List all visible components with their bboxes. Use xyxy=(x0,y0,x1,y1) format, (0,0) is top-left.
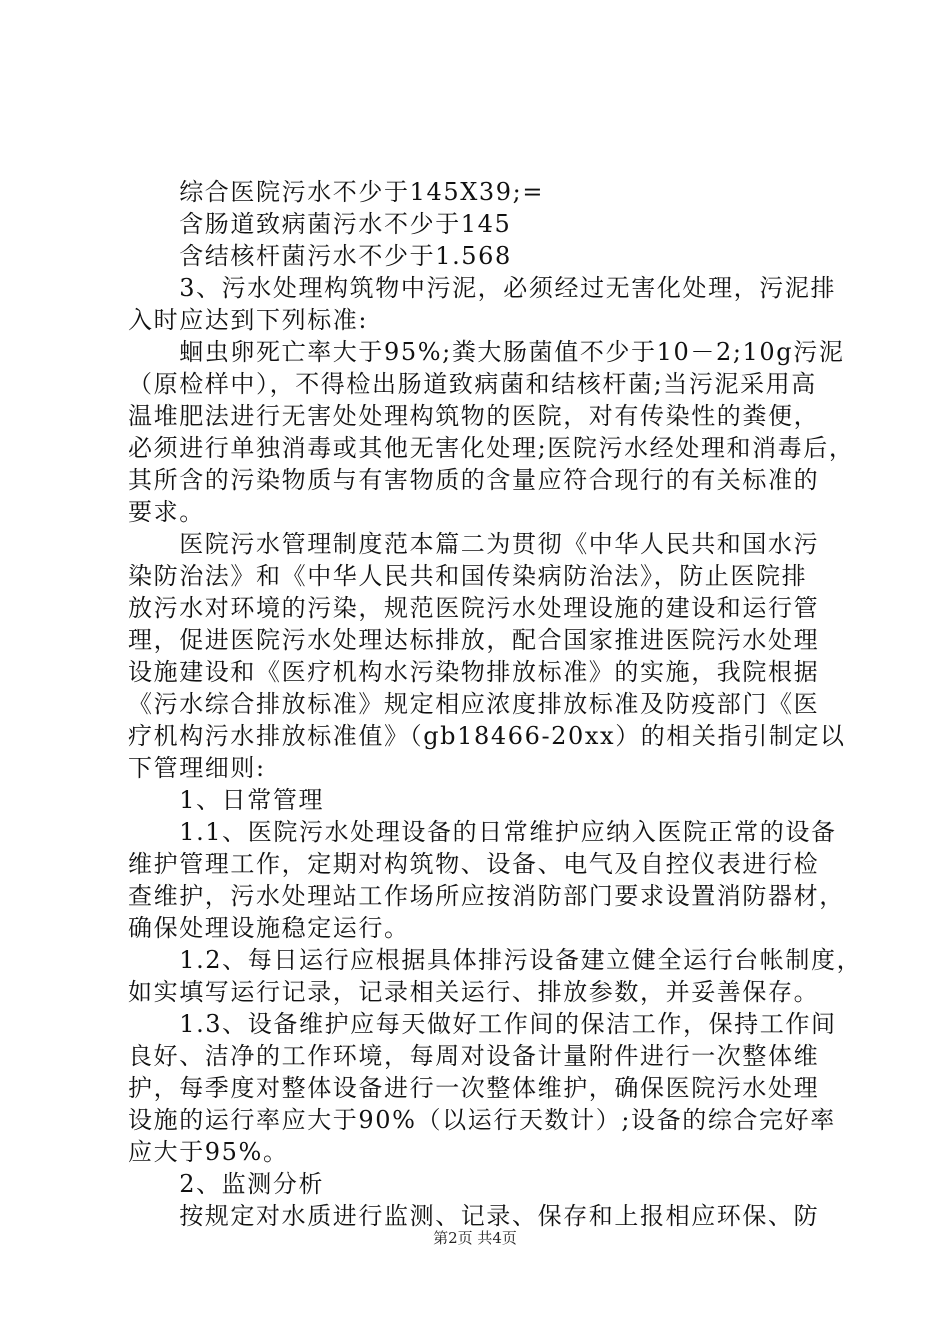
text-line: 温堆肥法进行无害处处理构筑物的医院，对有传染性的粪便， xyxy=(128,402,820,430)
text-line: 应大于95%。 xyxy=(128,1138,289,1166)
text-line: 《污水综合排放标准》规定相应浓度排放标准及防疫部门《医 xyxy=(128,690,820,718)
text-line: （原检样中），不得检出肠道致病菌和结核杆菌;当污泥采用高 xyxy=(128,370,817,398)
text-line: 蛔虫卵死亡率大于95%;粪大肠菌值不少于10－2;10g污泥 xyxy=(128,338,845,366)
text-line: 医院污水管理制度范本篇二为贯彻《中华人民共和国水污 xyxy=(128,530,820,558)
text-line: 1.1、医院污水处理设备的日常维护应纳入医院正常的设备 xyxy=(128,818,837,846)
text-line: 染防治法》和《中华人民共和国传染病防治法》，防止医院排 xyxy=(128,562,808,590)
page-footer: 第2页 共4页 xyxy=(433,1229,517,1247)
text-line: 必须进行单独消毒或其他无害化处理;医院污水经处理和消毒后， xyxy=(128,434,855,462)
text-line: 1.3、设备维护应每天做好工作间的保洁工作，保持工作间 xyxy=(128,1010,837,1038)
text-line: 护，每季度对整体设备进行一次整体维护，确保医院污水处理 xyxy=(128,1074,820,1102)
text-line: 查维护，污水处理站工作场所应按消防部门要求设置消防器材， xyxy=(128,882,845,910)
text-line: 含结核杆菌污水不少于1.568 xyxy=(128,242,512,270)
text-line: 设施建设和《医疗机构水污染物排放标准》的实施，我院根据 xyxy=(128,658,820,686)
text-line: 1、日常管理 xyxy=(128,786,325,814)
text-line: 其所含的污染物质与有害物质的含量应符合现行的有关标准的 xyxy=(128,466,820,494)
text-line: 良好、洁净的工作环境，每周对设备计量附件进行一次整体维 xyxy=(128,1042,820,1070)
text-line: 下管理细则: xyxy=(128,754,266,782)
text-line: 含肠道致病菌污水不少于145 xyxy=(128,210,512,238)
text-line: 要求。 xyxy=(128,498,205,526)
text-line: 3、污水处理构筑物中污泥，必须经过无害化处理，污泥排 xyxy=(128,274,837,302)
text-line: 2、监测分析 xyxy=(128,1170,325,1198)
text-line: 放污水对环境的污染，规范医院污水处理设施的建设和运行管 xyxy=(128,594,820,622)
text-line: 按规定对水质进行监测、记录、保存和上报相应环保、防 xyxy=(128,1202,820,1230)
text-line: 综合医院污水不少于145X39;= xyxy=(128,178,545,206)
text-line: 维护管理工作，定期对构筑物、设备、电气及自控仪表进行检 xyxy=(128,850,820,878)
text-line: 理，促进医院污水处理达标排放，配合国家推进医院污水处理 xyxy=(128,626,820,654)
text-line: 疗机构污水排放标准值》（gb18466-20xx）的相关指引制定以 xyxy=(128,722,846,750)
text-line: 确保处理设施稳定运行。 xyxy=(128,914,410,942)
text-line: 设施的运行率应大于90%（以运行天数计）;设备的综合完好率 xyxy=(128,1106,836,1134)
text-line: 入时应达到下列标准: xyxy=(128,306,369,334)
text-line: 1.2、每日运行应根据具体排污设备建立健全运行台帐制度， xyxy=(128,946,863,974)
text-line: 如实填写运行记录，记录相关运行、排放参数，并妥善保存。 xyxy=(128,978,820,1006)
